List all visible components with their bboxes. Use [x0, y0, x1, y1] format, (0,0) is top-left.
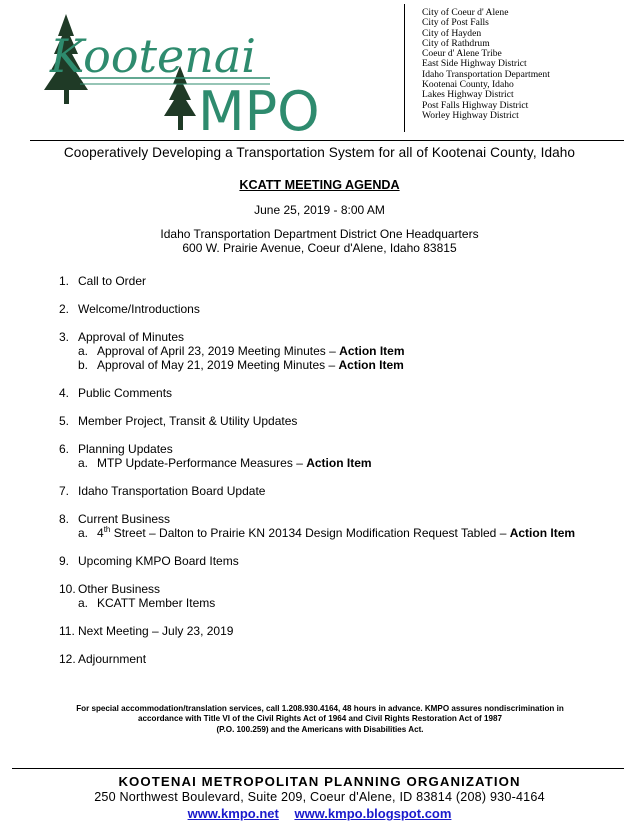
agenda-item: 4. Public Comments	[59, 386, 173, 400]
tagline: Cooperatively Developing a Transportation System for all of Kootenai County, Idaho	[63, 145, 576, 160]
location-address: 600 W. Prairie Avenue, Coeur d'Alene, Idaho 83815	[182, 241, 457, 255]
agenda-list	[59, 274, 619, 666]
header-divider	[404, 4, 405, 132]
logo-word-kootenai: Kootenai	[50, 29, 256, 83]
footer-address: 250 Northwest Boulevard, Suite 209, Coeur d'Alene, ID 83814 (208) 930-4164	[94, 790, 545, 804]
blog-link[interactable]: www.kmpo.blogspot.com	[294, 806, 452, 821]
agenda-item: 8. Current Business	[59, 512, 171, 526]
agenda-item: 9. Upcoming KMPO Board Items	[59, 554, 239, 568]
letterhead	[0, 0, 639, 140]
header-rule	[30, 140, 624, 141]
member-item: Worley Highway District	[422, 109, 519, 121]
agenda-subitem: a. KCATT Member Items	[78, 596, 216, 610]
accommodation-notice: For special accommodation/translation services, call 1.208.930.4164, 48 hours in advance. KMPO assures nondiscrimination in accordance with Title VI of the Civil Rights Act of 1964 and Civil Rights Restoration Act of 1987 (P.O. 100.259) and the Americans with Disabilities Act.	[76, 704, 564, 734]
agenda-item: 5. Member Project, Transit & Utility Updates	[59, 414, 298, 428]
member-item: Idaho Transportation Department	[422, 68, 550, 80]
member-item: Coeur d' Alene Tribe	[422, 48, 502, 60]
website-link[interactable]: www.kmpo.net	[187, 806, 279, 821]
agenda-subitem: a. 4th Street – Dalton to Prairie KN 20134 Design Modification Request Tabled – Action Item	[78, 525, 576, 540]
agenda-item: 2. Welcome/Introductions	[59, 302, 200, 316]
agenda-item: 1. Call to Order	[59, 274, 147, 288]
agenda-item: 7. Idaho Transportation Board Update	[59, 484, 266, 498]
footer-rule	[12, 768, 624, 769]
agenda-subitem: b. Approval of May 21, 2019 Meeting Minutes – Action Item	[78, 358, 404, 372]
meeting-datetime: June 25, 2019 - 8:00 AM	[254, 203, 385, 217]
member-item: City of Post Falls	[422, 17, 489, 29]
member-item: City of Coeur d' Alene	[422, 7, 509, 18]
footer-links	[0, 806, 639, 821]
logo-word-mpo: MPO	[198, 80, 320, 134]
member-item: City of Rathdrum	[422, 37, 490, 49]
member-item: City of Hayden	[422, 27, 482, 39]
member-item: Kootenai County, Idaho	[422, 79, 514, 91]
agenda-title: KCATT MEETING AGENDA	[239, 178, 400, 192]
member-item: Lakes Highway District	[422, 89, 514, 101]
location-name: Idaho Transportation Department District One Headquarters	[160, 227, 479, 241]
kootenai-mpo-logo	[20, 6, 360, 134]
agenda-item: 11. Next Meeting – July 23, 2019	[59, 624, 234, 638]
agenda-subitem: a. MTP Update-Performance Measures – Action Item	[78, 456, 372, 470]
member-item: Post Falls Highway District	[422, 99, 529, 111]
agenda-item: 10. Other Business	[59, 582, 161, 596]
member-list	[422, 8, 550, 121]
agenda-item: 12. Adjournment	[59, 652, 147, 666]
agenda-subitem: a. Approval of April 23, 2019 Meeting Minutes – Action Item	[78, 344, 405, 358]
agenda-item: 3. Approval of Minutes	[59, 330, 185, 344]
member-item: East Side Highway District	[422, 58, 527, 70]
agenda-item: 6. Planning Updates	[59, 442, 173, 456]
footer-org-name: KOOTENAI METROPOLITAN PLANNING ORGANIZATION	[118, 774, 521, 789]
